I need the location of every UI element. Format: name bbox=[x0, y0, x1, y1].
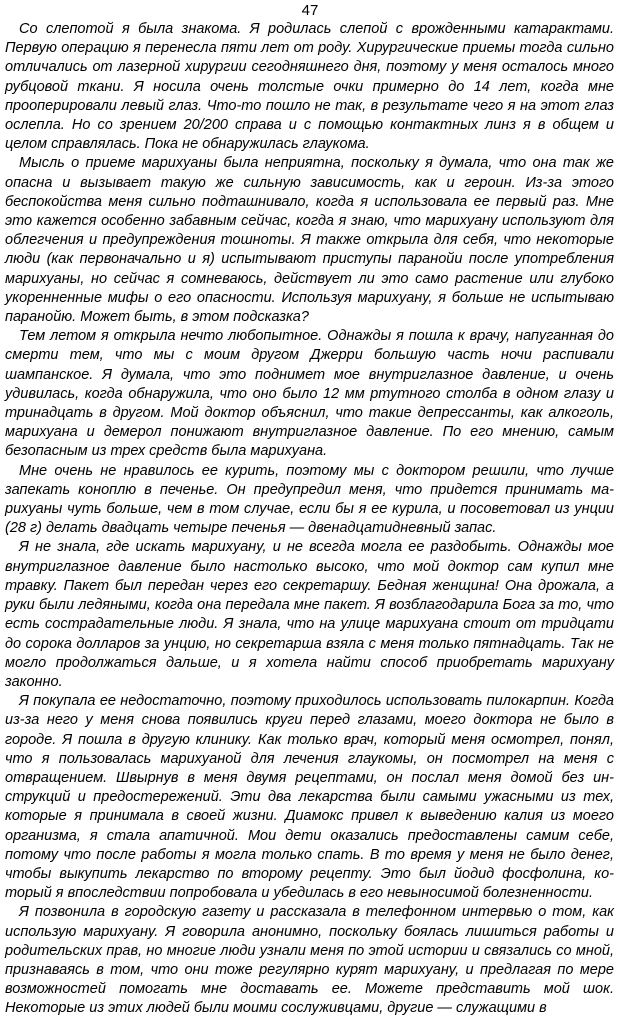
paragraph: Со слепотой я была знакома. Я родилась слепой с врожденными катарактами. Первую операцию я перенесла пяти лет от роду. Хирургические приемы тогда сильно отличались от лазерной хирургии сегодняшнего дня, поэтому у меня осталось много рубцовой ткани. Я носила очень толстые очки примерно до 14 лет, когда мне прооперировали левый глаз. Что-то пошло не так, в результате чего я на этот глаз ослепла. Но со зрением 20/200 справа и с помощью контактных линз я в общем и целом справлялась. Пока не обнаружилась глаукома. bbox=[5, 21, 614, 153]
paragraph: Мне очень не нравилось ее курить, поэтому мы с доктором решили, что лучше запекать коноплю в печенье. Он предупредил меня, что придется принимать марихуаны чуть больше, чем в том случае, если бы я ее курила, и посоветовал из унции (28 г) делать двадцать четыре печенья — двенадцатидневный запас. bbox=[5, 462, 614, 537]
body-text bbox=[5, 20, 614, 1019]
paragraph: Я позвонила в городскую газету и рассказала в телефонном интервью о том, как использую марихуану. Я говорила анонимно, поскольку боялась лишиться работы и родительских прав, но многие люди узнали меня по этой истории и связались со мной, признаваясь в том, что они тоже регулярно курят марихуану, и предлагая по мере возможностей помогать мне доставать ее. Можете представить мой шок. Некоторые из этих людей были моими сослуживцами, другие — служащими в bbox=[5, 904, 614, 1017]
paragraph: Тем летом я открыла нечто любопытное. Однажды я пошла к врачу, напуганная до смерти тем, что мы с моим другом Джерри большую часть ночи распивали шампанское. Я думала, что это поднимет мое внутриглазное давление, и очень удивилась, когда обнаружила, что оно было 12 мм ртутного столба в одном глазу и тринадцать в другом. Мой доктор объяснил, что такие депрессанты, как алкоголь, марихуана и демерол понижают внутриглазное давление. По его мнению, самым безопасным из трех средств была марихуана. bbox=[5, 328, 614, 460]
page-number: 47 bbox=[301, 2, 319, 19]
paragraph: Я покупала ее недостаточно, поэтому приходилось использовать пилокарпин. Когда из-за него у меня снова появились круги перед глазами, моего доктора не было в городе. Я пошла в другую клинику. Как только врач, который меня осмотрел, понял, что я пользовалась марихуаной для лечения глаукомы, он посмотрел на меня с отвращением. Швырнув в меня двумя рецептами, он послал меня домой без инструкций и предостережений. Эти два лекарства были самыми ужасными из тех, которые я принимала в своей жизни. Диамокс привел к выведению калия из моего организма, я стала апатичной. Мои дети оказались предоставлены самим себе, потому что после работы я могла только спать. В то время у меня не было денег, чтобы выкупить лекарство по второму рецепту. Это был йодид фосфолина, который я впоследствии попробовала и убедилась в его невыносимой болезненности. bbox=[5, 693, 614, 902]
paragraph: Я не знала, где искать марихуану, и не всегда могла ее раздобыть. Однажды мое внутриглазное давление было настолько высоко, что мой доктор сам купил мне травку. Пакет был передан через его секретаршу. Бедная женщина! Она дрожала, а руки были ледяными, когда она передала мне пакет. Я возблагодарила Бога за то, что есть сострадательные люди. Я знала, что на улице марихуана стоит от тридцати до сорока долларов за унцию, но секретарша взяла с меня только пятнадцать. Так не могло продолжаться дальше, и я хотела найти способ приобретать марихуану законно. bbox=[5, 539, 614, 690]
paragraph: Мысль о приеме марихуаны была неприятна, поскольку я думала, что она так же опасна и вызывает такую же сильную зависимость, как и героин. Из-за этого беспокойства меня сильно подташнивало, когда я использовала ее первый раз. Мне это кажется особенно забавным сейчас, когда я знаю, что марихуану используют для облегчения и предупреждения тошноты. Я также открыла для себя, что некоторые люди (как первоначально и я) испытывают приступы паранойи после употребления марихуаны, но сейчас я сомневаюсь, действует ли это само растение или глубоко укоренненные мифы о его опасности. Используя марихуану, я больше не испытываю паранойю. Может быть, в этом подсказка? bbox=[5, 155, 614, 326]
